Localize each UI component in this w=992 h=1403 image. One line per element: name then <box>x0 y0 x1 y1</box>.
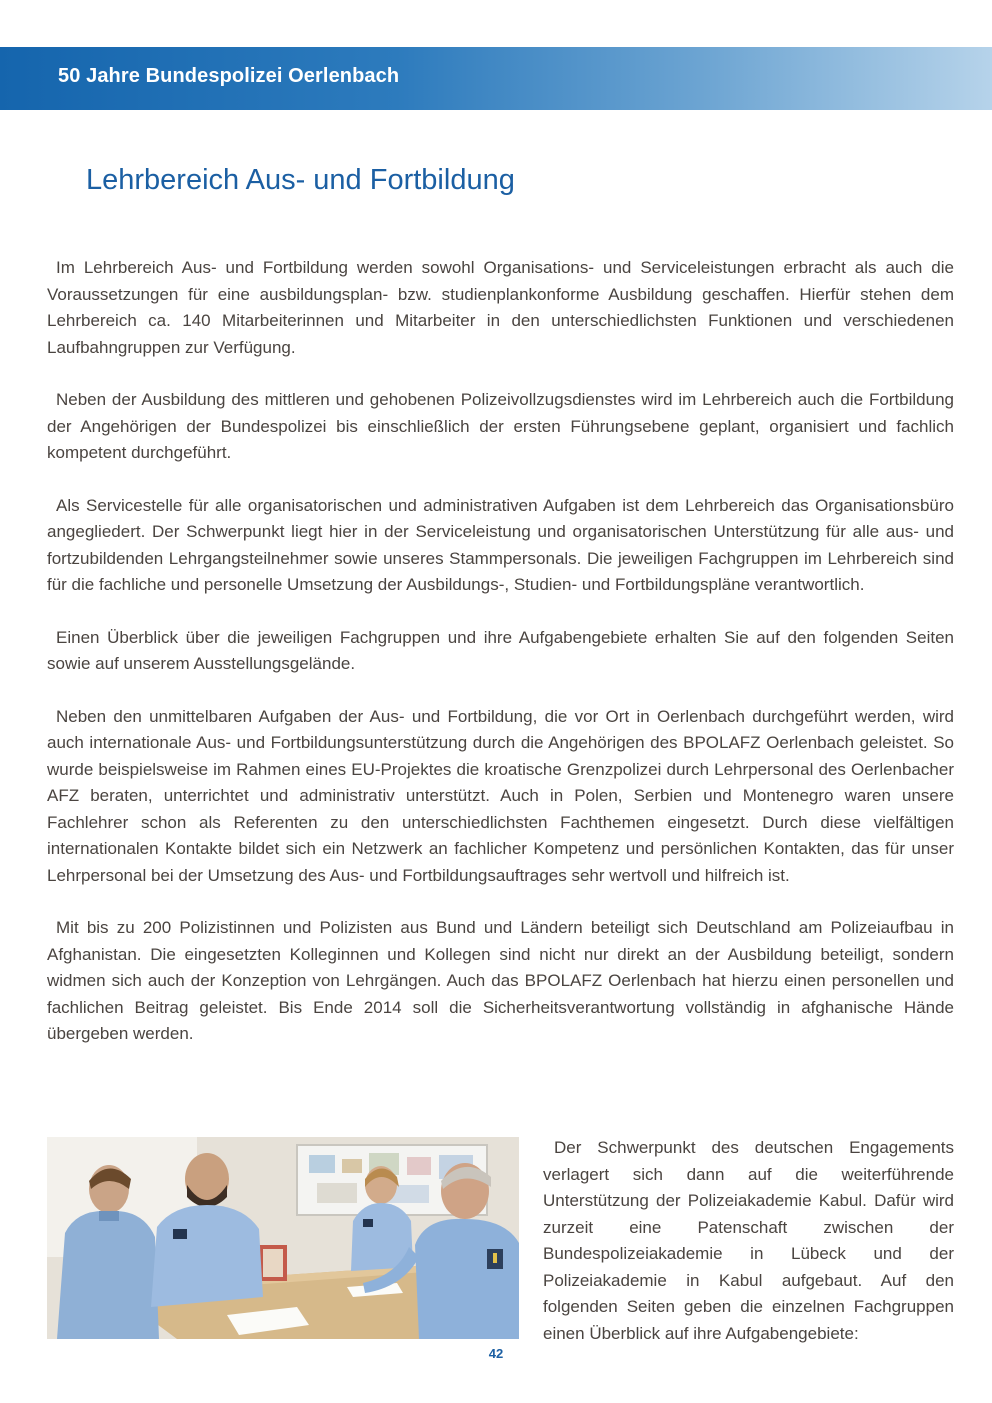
paragraph: Mit bis zu 200 Polizistinnen und Polizisten aus Bund und Ländern beteiligt sich Deutschland am Polizeiaufbau in Afghanistan. Die eingesetzten Kolleginnen und Kollegen sind nicht nur direkt an der Ausbildung beteiligt, sondern widmen sich auch der Konzeption von Lehrgängen. Auch das BPOLAFZ Oerlenbach hat hierzu einen personellen und fachlichen Beitrag geleistet. Bis Ende 2014 soll die Sicherheitsverantwortung vollständig in afghanische Hände übergeben werden. <box>47 918 954 1043</box>
page-title: Lehrbereich Aus- und Fortbildung <box>86 164 515 196</box>
paragraph: Als Servicestelle für alle organisatorischen und administrativen Aufgaben ist dem Lehrbereich das Organisationsbüro angegliedert. Der Schwerpunkt liegt hier in der Serviceleistung und organisatorischen Unterstützung für alle aus- und fortzubildenden Lehrgangsteilnehmer sowie unseres Stammpersonals. Die jeweiligen Fachgruppen im Lehrbereich sind für die fachliche und personelle Umsetzung der Ausbildungs-, Studien- und Fortbildungspläne verantwortlich. <box>47 495 954 594</box>
side-paragraph: Der Schwerpunkt des deutschen Engagements verlagert sich dann auf die weiterführende Unterstützung der Polizeiakademie Kabul. Dafür wird zurzeit eine Patenschaft zwischen der Bundespolizeiakademie in Lübeck und der Polizeiakademie in Kabul aufgebaut. Auf den folgenden Seiten geben die einzelnen Fachgruppen einen Überblick auf ihre Aufgabengebiete: <box>543 1138 954 1343</box>
paragraph: Im Lehrbereich Aus- und Fortbildung werden sowohl Organisations- und Serviceleistungen erbracht als auch die Voraussetzungen für eine ausbildungsplan- bzw. studienplankonforme Ausbildung geschaffen. Hierfür stehen dem Lehrbereich ca. 140 Mitarbeiterinnen und Mitarbeiter in den unterschiedlichsten Funktionen und verschiedenen Laufbahngruppen zur Verfügung. <box>47 258 954 357</box>
paragraph: Neben der Ausbildung des mittleren und gehobenen Polizeivollzugsdienstes wird im Lehrbereich auch die Fortbildung der Angehörigen der Bundespolizei bis einschließlich der ersten Führungsebene geplant, organisiert und fachlich kompetent durchgeführt. <box>47 390 954 462</box>
header-title: 50 Jahre Bundespolizei Oerlenbach <box>58 65 400 87</box>
paragraph: Einen Überblick über die jeweiligen Fachgruppen und ihre Aufgabengebiete erhalten Sie auf den folgenden Seiten sowie auf unserem Ausstellungsgelände. <box>47 627 954 673</box>
paragraph: Neben den unmittelbaren Aufgaben der Aus- und Fortbildung, die vor Ort in Oerlenbach durchgeführt werden, wird auch internationale Aus- und Fortbildungsunterstützung durch die Angehörigen des BPOLAFZ Oerlenbach geleistet. So wurde beispielsweise im Rahmen eines EU-Projektes die kroatische Grenzpolizei durch Lehrpersonal des Oerlenbacher AFZ beraten, unterrichtet und administrativ unterstützt. Auch in Polen, Serbien und Montenegro waren unsere Fachlehrer schon als Referenten zu den unterschiedlichsten Fachthemen eingesetzt. Durch diese vielfältigen internationalen Kontakte bildet sich ein Netzwerk an fachlicher Kompetenz und persönlichen Kontakten, das für unser Lehrpersonal bei der Umsetzung des Aus- und Fortbildungsauftrages sehr wertvoll und hilfreich ist. <box>47 706 954 885</box>
group-photo <box>47 1137 519 1339</box>
page-number: 42 <box>488 1346 504 1361</box>
header-band <box>0 47 992 110</box>
body-text <box>47 255 954 1074</box>
